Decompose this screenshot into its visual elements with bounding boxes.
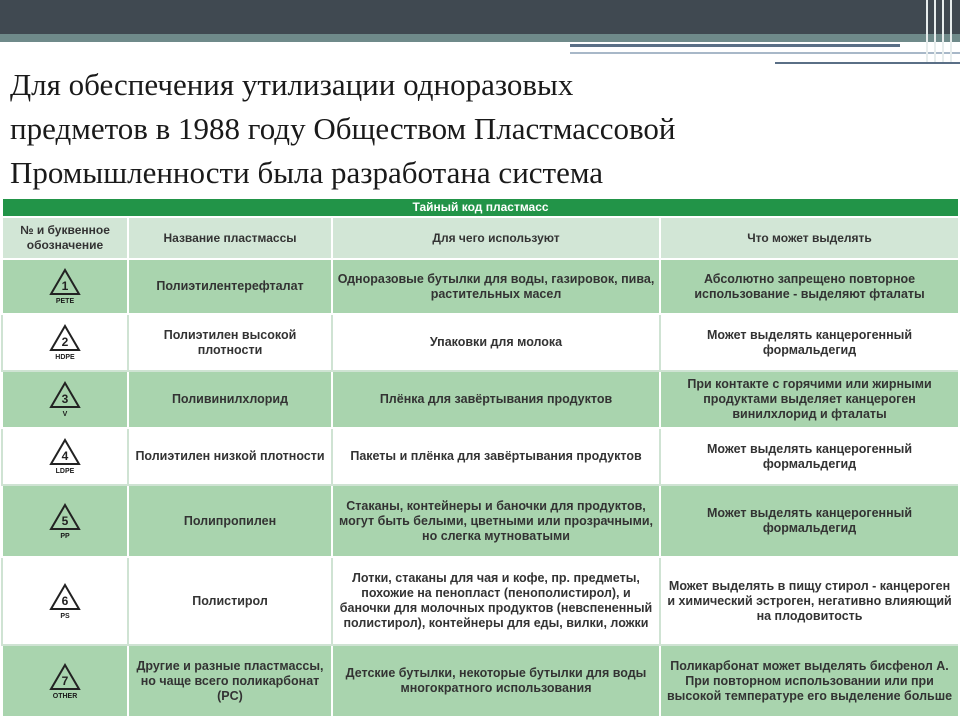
plastic-emits: Может выделять канцерогенный формальдегид	[660, 428, 958, 485]
header-emits: Что может выделять	[660, 217, 958, 259]
code-label: OTHER	[52, 692, 78, 700]
code-label: PS	[60, 612, 70, 620]
plastic-name: Полипропилен	[128, 485, 332, 557]
code-number: 3	[61, 392, 69, 406]
code-cell	[2, 645, 128, 717]
table-row	[2, 557, 958, 645]
plastic-use: Плёнка для завёртывания продуктов	[332, 371, 660, 428]
plastic-emits: Может выделять канцерогенный формальдегид	[660, 314, 958, 371]
recycle-triangle-icon	[48, 323, 82, 353]
plastic-name: Полиэтилен низкой плотности	[128, 428, 332, 485]
code-cell	[2, 259, 128, 314]
slide-title	[10, 63, 910, 195]
header-number: № и буквенное обозначение	[2, 217, 128, 259]
plastic-name: Поливинилхлорид	[128, 371, 332, 428]
plastic-emits: Абсолютно запрещено повторное использование - выделяют фталаты	[660, 259, 958, 314]
code-label: LDPE	[55, 468, 75, 475]
plastic-emits: Может выделять канцерогенный формальдегид	[660, 485, 958, 557]
decor-line	[570, 44, 900, 47]
code-number: 4	[61, 449, 69, 463]
plastic-use: Стаканы, контейнеры и баночки для продуктов, могут быть белыми, цветными или прозрачными, но слегка мутноватыми	[332, 485, 660, 557]
recycle-triangle-icon	[48, 502, 82, 532]
recycle-triangle-icon	[48, 662, 82, 692]
corner-decoration	[920, 0, 960, 62]
recycle-triangle-icon	[48, 267, 82, 297]
recycle-triangle-icon	[48, 582, 82, 612]
code-label: V	[62, 411, 68, 418]
recycle-triangle-icon	[48, 437, 82, 467]
top-strip	[0, 34, 960, 42]
plastic-name: Другие и разные пластмассы, но чаще всего поликарбонат (PC)	[128, 645, 332, 717]
code-label: PP	[60, 532, 70, 540]
plastic-name: Полиэтилентерефталат	[128, 259, 332, 314]
table-row	[2, 645, 958, 717]
plastic-name: Полиэтилен высокой плотности	[128, 314, 332, 371]
plastic-use: Лотки, стаканы для чая и кофе, пр. предметы, похожие на пенопласт (пенополистирол), и баночки для молочных продуктов (невспененный полистирол), контейнеры для еды, вилки, ложки	[332, 557, 660, 645]
code-cell	[2, 428, 128, 485]
plastic-emits: Поликарбонат может выделять бисфенол А. При повторном использовании или при высокой температуре его выделение больше	[660, 645, 958, 717]
table-row	[2, 371, 958, 428]
plastic-name: Полистирол	[128, 557, 332, 645]
header-name: Название пластмассы	[128, 217, 332, 259]
code-cell	[2, 314, 128, 371]
table-row	[2, 428, 958, 485]
title-line: Промышленности была разработана система	[10, 155, 604, 190]
table-row	[2, 314, 958, 371]
code-number: 6	[61, 593, 69, 608]
code-number: 7	[61, 673, 69, 688]
plastic-use: Одноразовые бутылки для воды, газировок, пива, растительных масел	[332, 259, 660, 314]
table-row	[2, 485, 958, 557]
code-cell	[2, 371, 128, 428]
code-number: 5	[61, 513, 69, 528]
plastic-codes-table	[1, 197, 958, 720]
code-label: PETE	[55, 298, 75, 305]
table-row	[2, 259, 958, 314]
top-bar	[0, 0, 960, 34]
title-line: Для обеспечения утилизации одноразовых	[10, 67, 574, 102]
plastic-use: Пакеты и плёнка для завёртывания продуктов	[332, 428, 660, 485]
plastic-use: Упаковки для молока	[332, 314, 660, 371]
header-use: Для чего используют	[332, 217, 660, 259]
plastic-emits: Может выделять в пищу стирол - канцероген и химический эстроген, негативно влияющий на плодовитость	[660, 557, 958, 645]
decor-line	[570, 52, 960, 54]
recycle-triangle-icon	[48, 380, 82, 410]
title-line: предметов в 1988 году Обществом Пластмассовой	[10, 111, 676, 146]
plastic-use: Детские бутылки, некоторые бутылки для воды многократного использования	[332, 645, 660, 717]
code-label: HDPE	[55, 354, 75, 361]
code-cell	[2, 557, 128, 645]
table-caption: Тайный код пластмасс	[2, 198, 958, 217]
code-cell	[2, 485, 128, 557]
plastic-emits: При контакте с горячими или жирными продуктами выделяет канцероген винилхлорид и фталаты	[660, 371, 958, 428]
code-number: 2	[61, 335, 69, 349]
code-number: 1	[61, 279, 69, 293]
